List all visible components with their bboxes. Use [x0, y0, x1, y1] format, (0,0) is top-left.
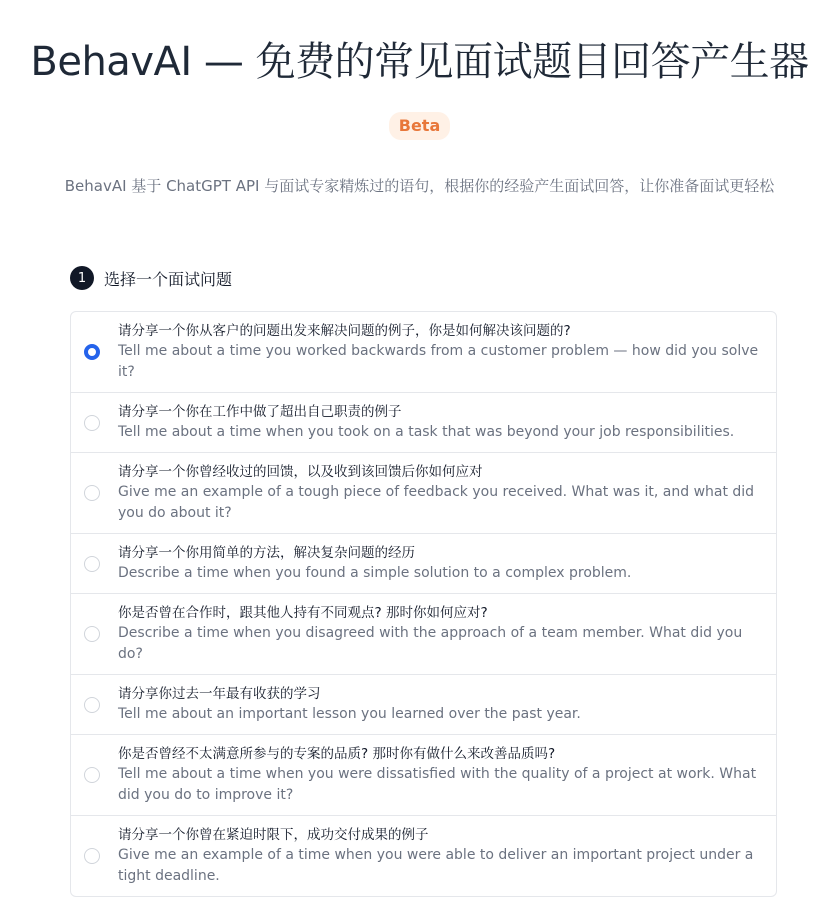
question-en: Give me an example of a time when you were able to deliver an important project under a tight deadline.: [118, 847, 754, 884]
question-list: [70, 311, 777, 897]
question-en: Give me an example of a tough piece of feedback you received. What was it, and what did you do about it?: [118, 484, 755, 521]
step-number: 1: [70, 266, 94, 290]
question-zh: 请分享一个你在工作中做了超出自己职责的例子: [118, 404, 402, 420]
question-option[interactable]: [71, 815, 776, 896]
badge-container: [0, 112, 839, 140]
question-en: Describe a time when you found a simple solution to a complex problem.: [118, 565, 632, 581]
question-option[interactable]: [71, 392, 776, 452]
question-option[interactable]: [71, 533, 776, 593]
radio-button[interactable]: [84, 767, 100, 783]
radio-button[interactable]: [84, 415, 100, 431]
question-zh: 请分享一个你用简单的方法，解决复杂问题的经历: [118, 545, 415, 561]
radio-button[interactable]: [84, 556, 100, 572]
step-label: 选择一个面试问题: [104, 269, 233, 289]
question-en: Tell me about a time when you took on a task that was beyond your job responsibilities.: [118, 424, 735, 440]
page-title: BehavAI — 免费的常见面试题目回答产生器: [30, 39, 809, 85]
question-zh: 请分享一个你曾经收过的回馈，以及收到该回馈后你如何应对: [118, 464, 483, 480]
question-en: Tell me about a time you worked backwards from a customer problem — how did you solve it?: [118, 343, 759, 380]
question-option[interactable]: [71, 674, 776, 734]
question-zh: 请分享一个你曾在紧迫时限下，成功交付成果的例子: [118, 827, 429, 843]
radio-button[interactable]: [84, 848, 100, 864]
question-zh: 你是否曾经不太满意所参与的专案的品质? 那时你有做什么来改善品质吗?: [118, 746, 556, 762]
question-en: Describe a time when you disagreed with the approach of a team member. What did you do?: [118, 625, 743, 662]
radio-button[interactable]: [84, 485, 100, 501]
question-option[interactable]: [71, 593, 776, 674]
radio-button[interactable]: [84, 697, 100, 713]
page-subtitle: BehavAI 基于 ChatGPT API 与面试专家精炼过的语句，根据你的经验产生面试回答，让你准备面试更轻松: [64, 177, 775, 195]
question-option[interactable]: [71, 734, 776, 815]
step-1-header: [70, 266, 232, 290]
beta-badge: Beta: [389, 112, 451, 140]
question-en: Tell me about an important lesson you learned over the past year.: [118, 706, 581, 722]
question-zh: 你是否曾在合作时，跟其他人持有不同观点? 那时你如何应对?: [118, 605, 488, 621]
question-option[interactable]: [71, 452, 776, 533]
radio-button[interactable]: [84, 626, 100, 642]
question-zh: 请分享一个你从客户的问题出发来解决问题的例子，你是如何解决该问题的?: [118, 323, 571, 339]
question-en: Tell me about a time when you were dissatisfied with the quality of a project at work. What did you do to improve it?: [118, 766, 757, 803]
radio-button-selected[interactable]: [84, 344, 100, 360]
question-option[interactable]: [71, 312, 776, 392]
question-zh: 请分享你过去一年最有收获的学习: [118, 686, 321, 702]
